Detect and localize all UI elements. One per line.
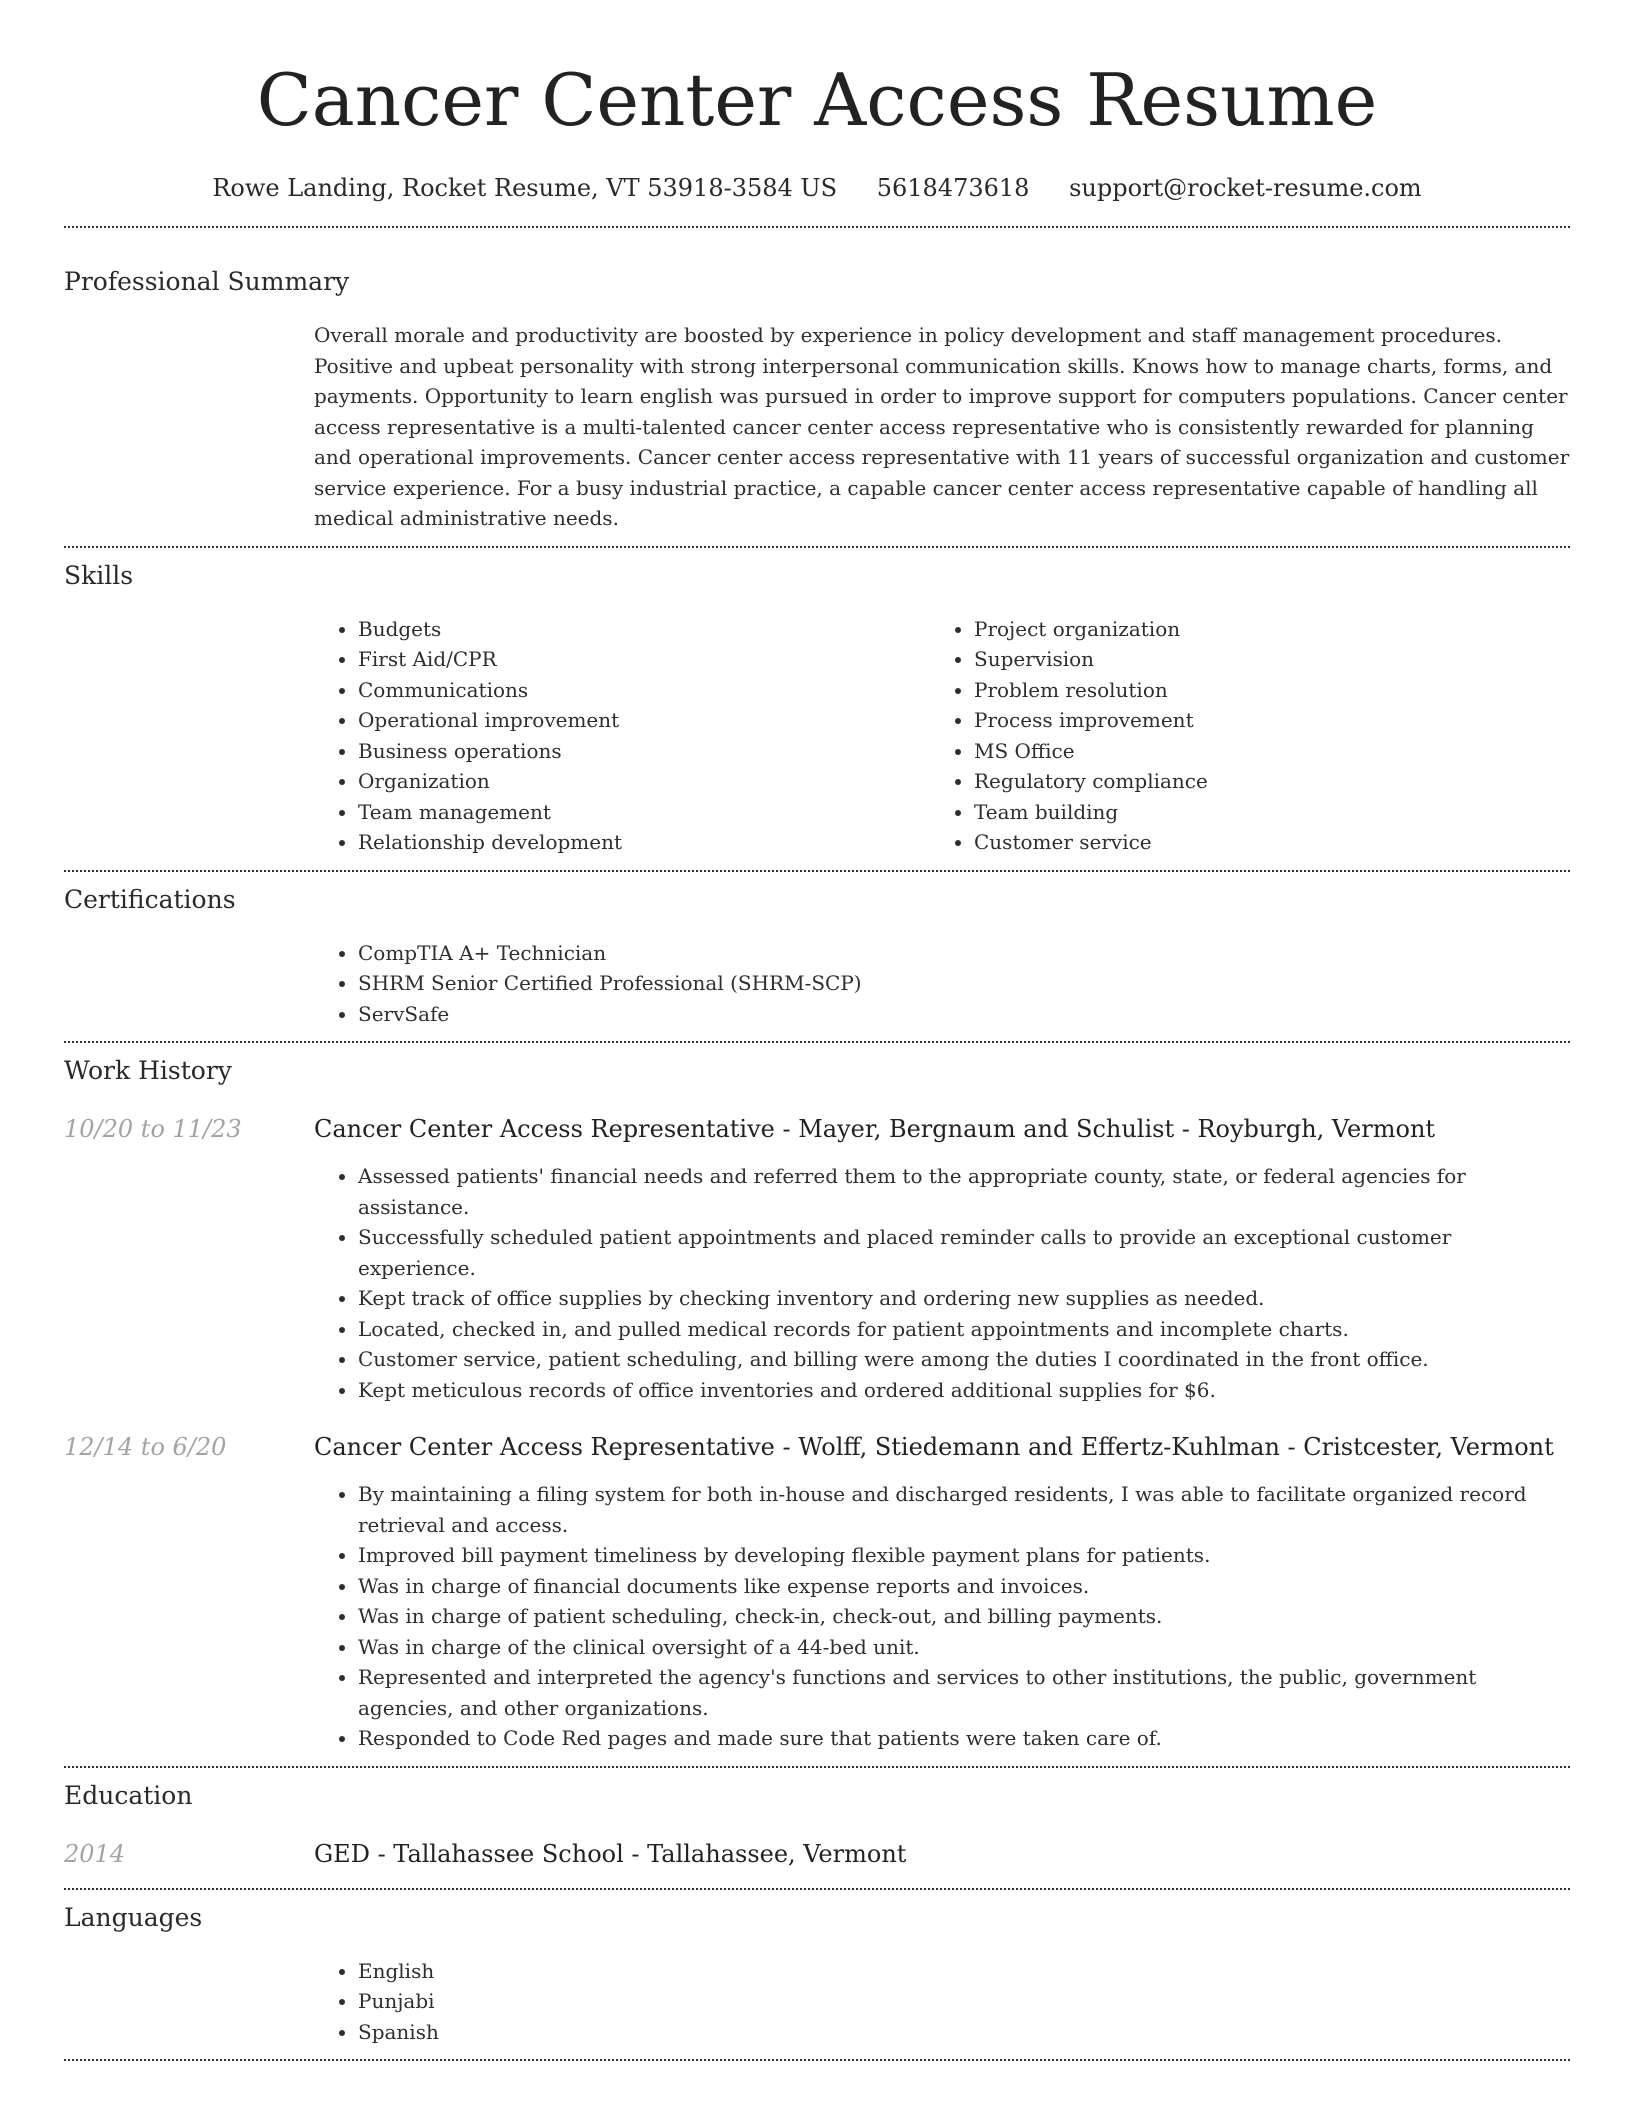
divider xyxy=(64,2059,1570,2061)
job-bullet: • Kept meticulous records of office inventories and ordered additional supplies for $6. xyxy=(358,1375,1570,1406)
skills-list-left xyxy=(314,614,930,858)
language-item: • Spanish xyxy=(358,2017,1570,2048)
certification-item: • ServSafe xyxy=(358,999,1570,1030)
certification-item: • SHRM Senior Certified Professional (SHRM-SCP) xyxy=(358,968,1570,999)
languages-heading: Languages xyxy=(64,1902,203,1932)
language-item: • English xyxy=(358,1956,1570,1987)
job-bullet: • By maintaining a filing system for both in-house and discharged residents, I was able to facilitate organized record retrieval and access. xyxy=(358,1479,1570,1540)
skill-item: • Relationship development xyxy=(358,827,930,858)
summary-section xyxy=(64,228,1570,534)
skill-item: • First Aid/CPR xyxy=(358,644,930,675)
email-text: support@rocket-resume.com xyxy=(1069,174,1422,202)
skills-list-right xyxy=(930,614,1546,858)
skill-item: • Problem resolution xyxy=(974,675,1546,706)
skills-columns xyxy=(314,614,1570,858)
job-heading: Cancer Center Access Representative - Wolff, Stiedemann and Effertz-Kuhlman - Cristcester, Vermont xyxy=(314,1433,1554,1461)
skill-item: • Project organization xyxy=(974,614,1546,645)
job-dates: 10/20 to 11/23 xyxy=(64,1115,242,1143)
skill-item: • Regulatory compliance xyxy=(974,766,1546,797)
job-entry xyxy=(64,1113,1570,1405)
job-bullet: • Customer service, patient scheduling, and billing were among the duties I coordinated in the front office. xyxy=(358,1344,1570,1375)
work-section xyxy=(64,1043,1570,1754)
job-bullets xyxy=(314,1479,1570,1754)
job-dates: 12/14 to 6/20 xyxy=(64,1433,227,1461)
job-bullet: • Responded to Code Red pages and made sure that patients were taken care of. xyxy=(358,1723,1570,1754)
education-entry xyxy=(64,1838,1570,1870)
skill-item: • Team management xyxy=(358,797,930,828)
job-bullet: • Successfully scheduled patient appointments and placed reminder calls to provide an exceptional customer experience. xyxy=(358,1222,1570,1283)
skill-item: • Communications xyxy=(358,675,930,706)
resume-title: Cancer Center Access Resume xyxy=(256,58,1378,142)
languages-content xyxy=(314,1956,1570,2048)
languages-list xyxy=(314,1956,1570,2048)
skill-item: • Customer service xyxy=(974,827,1546,858)
language-item: • Punjabi xyxy=(358,1986,1570,2017)
skill-item: • Organization xyxy=(358,766,930,797)
resume-page xyxy=(64,0,1570,2061)
skill-item: • MS Office xyxy=(974,736,1546,767)
job-bullet: • Kept track of office supplies by checking inventory and ordering new supplies as needed. xyxy=(358,1283,1570,1314)
education-heading: Education xyxy=(64,1780,193,1810)
languages-section xyxy=(64,1890,1570,2048)
skill-item: • Operational improvement xyxy=(358,705,930,736)
certifications-list xyxy=(314,938,1570,1030)
education-date: 2014 xyxy=(64,1839,126,1868)
job-bullet: • Located, checked in, and pulled medical records for patient appointments and incomplete charts. xyxy=(358,1314,1570,1345)
summary-heading: Professional Summary xyxy=(64,267,350,296)
certifications-heading: Certifications xyxy=(64,884,236,914)
job-bullet: • Assessed patients' financial needs and referred them to the appropriate county, state, or federal agencies for assistance. xyxy=(358,1161,1570,1222)
job-bullet: • Was in charge of the clinical oversight of a 44-bed unit. xyxy=(358,1632,1570,1663)
skill-item: • Budgets xyxy=(358,614,930,645)
summary-text: Overall morale and productivity are boosted by experience in policy development and staff management procedures. Positive and upbeat personality with strong interpersonal communication skills. Knows how to manage charts, forms, and payments. Opportunity to learn english was pursued in order to improve support for computers populations. Cancer center access representative is a multi-talented cancer center access representative who is consistently rewarded for planning and operational improvements. Cancer center access representative with 11 years of successful organization and customer service experience. For a busy industrial practice, a capable cancer center access representative capable of handling all medical administrative needs. xyxy=(314,323,1570,530)
work-heading: Work History xyxy=(64,1056,232,1085)
certification-item: • CompTIA A+ Technician xyxy=(358,938,1570,969)
address-text: Rowe Landing, Rocket Resume, VT 53918-3584 US xyxy=(212,174,838,202)
job-bullet: • Represented and interpreted the agency's functions and services to other institutions, the public, government agencies, and other organizations. xyxy=(358,1662,1570,1723)
job-entry xyxy=(64,1431,1570,1754)
skill-item: • Process improvement xyxy=(974,705,1546,736)
skills-section xyxy=(64,548,1570,858)
job-bullet: • Was in charge of financial documents like expense reports and invoices. xyxy=(358,1571,1570,1602)
contact-line xyxy=(64,172,1570,204)
skill-item: • Supervision xyxy=(974,644,1546,675)
skill-item: • Business operations xyxy=(358,736,930,767)
education-section xyxy=(64,1768,1570,1870)
job-heading: Cancer Center Access Representative - Mayer, Bergnaum and Schulist - Royburgh, Vermont xyxy=(314,1115,1436,1143)
phone-text: 5618473618 xyxy=(876,174,1030,202)
education-heading-line: GED - Tallahassee School - Tallahassee, Vermont xyxy=(314,1839,907,1868)
job-bullets xyxy=(314,1161,1570,1405)
job-bullet: • Was in charge of patient scheduling, check-in, check-out, and billing payments. xyxy=(358,1601,1570,1632)
certifications-section xyxy=(64,872,1570,1030)
skill-item: • Team building xyxy=(974,797,1546,828)
skills-heading: Skills xyxy=(64,560,134,590)
certifications-content xyxy=(314,938,1570,1030)
job-bullet: • Improved bill payment timeliness by developing flexible payment plans for patients. xyxy=(358,1540,1570,1571)
